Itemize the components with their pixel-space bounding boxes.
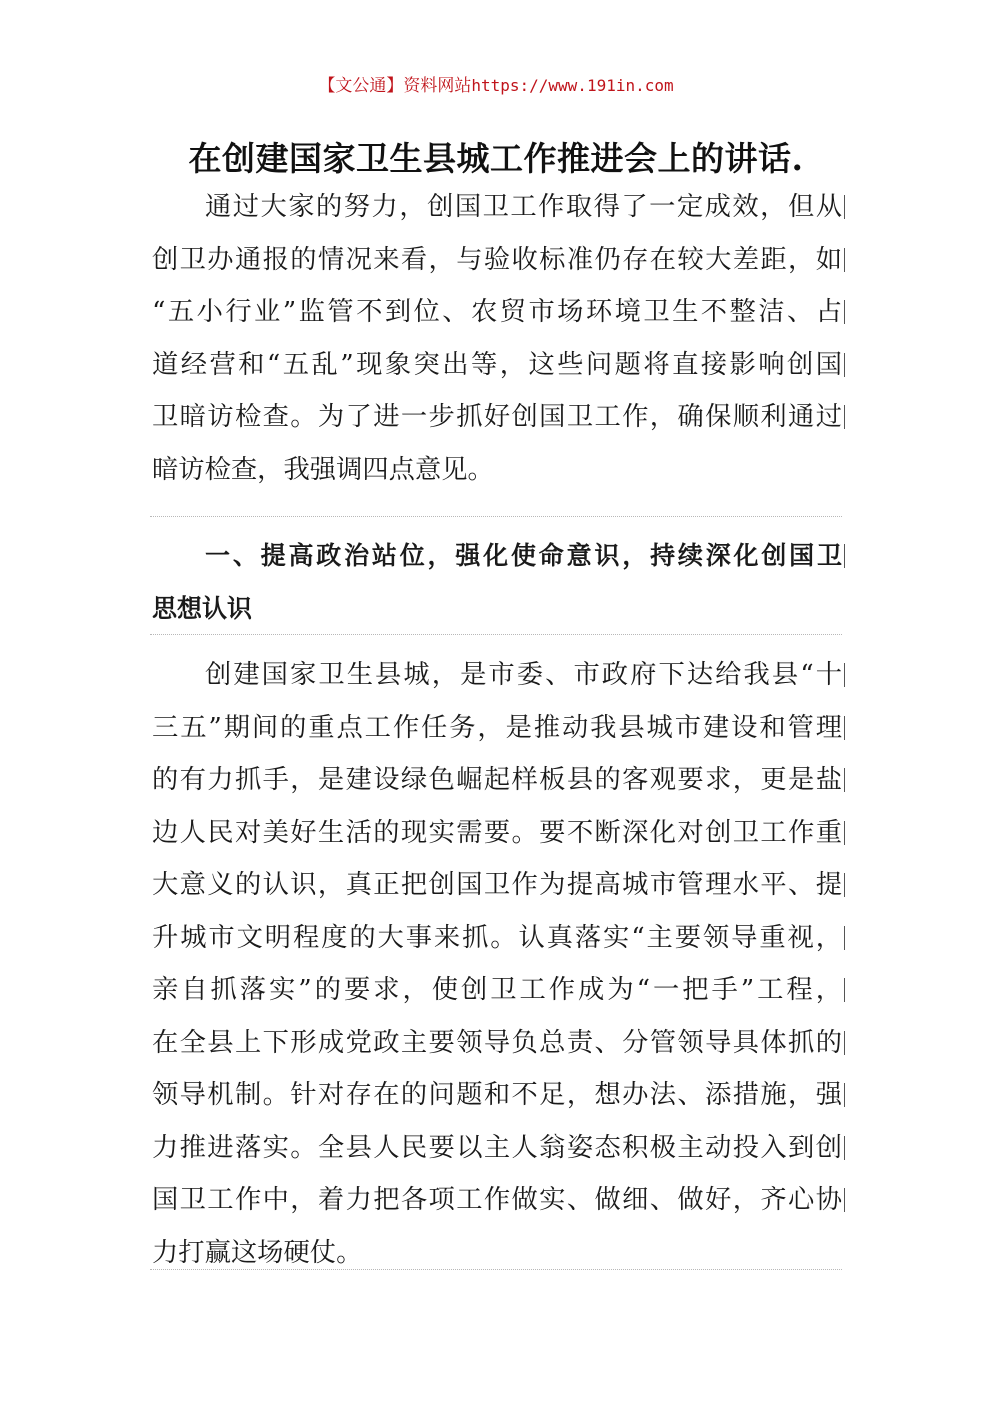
section-1-line-7: 亲自抓落实”的要求，使创卫工作成为“一把手”工程， [152,964,842,1017]
section-1-body [152,649,842,1279]
intro-paragraph [152,181,842,496]
section-1-line-4: 边人民对美好生活的现实需要。要不断深化对创卫工作重 [152,807,842,860]
line-edge-mark [844,821,845,845]
line-edge-mark [844,926,845,950]
section-1-line-10: 力推进落实。全县人民要以主人翁姿态积极主动投入到创 [152,1122,842,1175]
paragraph-divider [150,634,842,635]
line-edge-mark [844,768,845,792]
line-edge-mark [844,300,845,324]
intro-line-5: 卫暗访检查。为了进一步抓好创国卫工作，确保顺利通过 [152,391,842,444]
site-watermark-header [0,74,992,98]
line-edge-mark [844,1188,845,1212]
intro-line-4: 道经营和“五乱”现象突出等，这些问题将直接影响创国 [152,339,842,392]
line-edge-mark [844,353,845,377]
brand-label: 【文公通】 [318,76,404,96]
intro-line-2: 创卫办通报的情况来看，与验收标准仍存在较大差距，如 [152,234,842,287]
line-edge-mark [844,716,845,740]
section-1-line-8: 在全县上下形成党政主要领导负总责、分管领导具体抓的 [152,1017,842,1070]
site-label: 资料网站 [403,76,472,96]
intro-line-3: “五小行业”监管不到位、农贸市场环境卫生不整洁、占 [152,286,842,339]
section-1-line-1: 创建国家卫生县城，是市委、市政府下达给我县“十 [152,649,842,702]
intro-line-6: 暗访检查，我强调四点意见。 [152,454,494,485]
paragraph-divider [150,1269,842,1270]
page-title: 在创建国家卫生县城工作推进会上的讲话. [188,139,804,178]
section-1-line-9: 领导机制。针对存在的问题和不足，想办法、添措施，强 [152,1069,842,1122]
line-edge-mark [844,1136,845,1160]
line-edge-mark [844,544,845,568]
section-1-line-2: 三五”期间的重点工作任务，是推动我县城市建设和管理 [152,702,842,755]
line-edge-mark [844,248,845,272]
section-1-line-11: 国卫工作中，着力把各项工作做实、做细、做好，齐心协 [152,1174,842,1227]
line-edge-mark [844,663,845,687]
line-edge-mark [844,1031,845,1055]
intro-line-1: 通过大家的努力，创国卫工作取得了一定成效，但从 [152,181,842,234]
line-edge-mark [844,1083,845,1107]
section-1-line-12: 力打赢这场硬仗。 [152,1237,363,1268]
site-url[interactable]: https://www.191in.com [471,76,674,95]
section-1-line-5: 大意义的认识，真正把创国卫作为提高城市管理水平、提 [152,859,842,912]
line-edge-mark [844,405,845,429]
paragraph-divider [150,516,842,517]
line-edge-mark [844,195,845,219]
section-1-line-3: 的有力抓手，是建设绿色崛起样板县的客观要求，更是盐 [152,754,842,807]
section-1-line-6: 升城市文明程度的大事来抓。认真落实“主要领导重视， [152,912,842,965]
section-1-heading [152,530,842,635]
line-edge-mark [844,978,845,1002]
section-1-heading-line-2: 思想认识 [152,593,253,623]
section-1-heading-line-1: 一、提高政治站位，强化使命意识，持续深化创国卫 [152,530,842,583]
line-edge-mark [844,873,845,897]
